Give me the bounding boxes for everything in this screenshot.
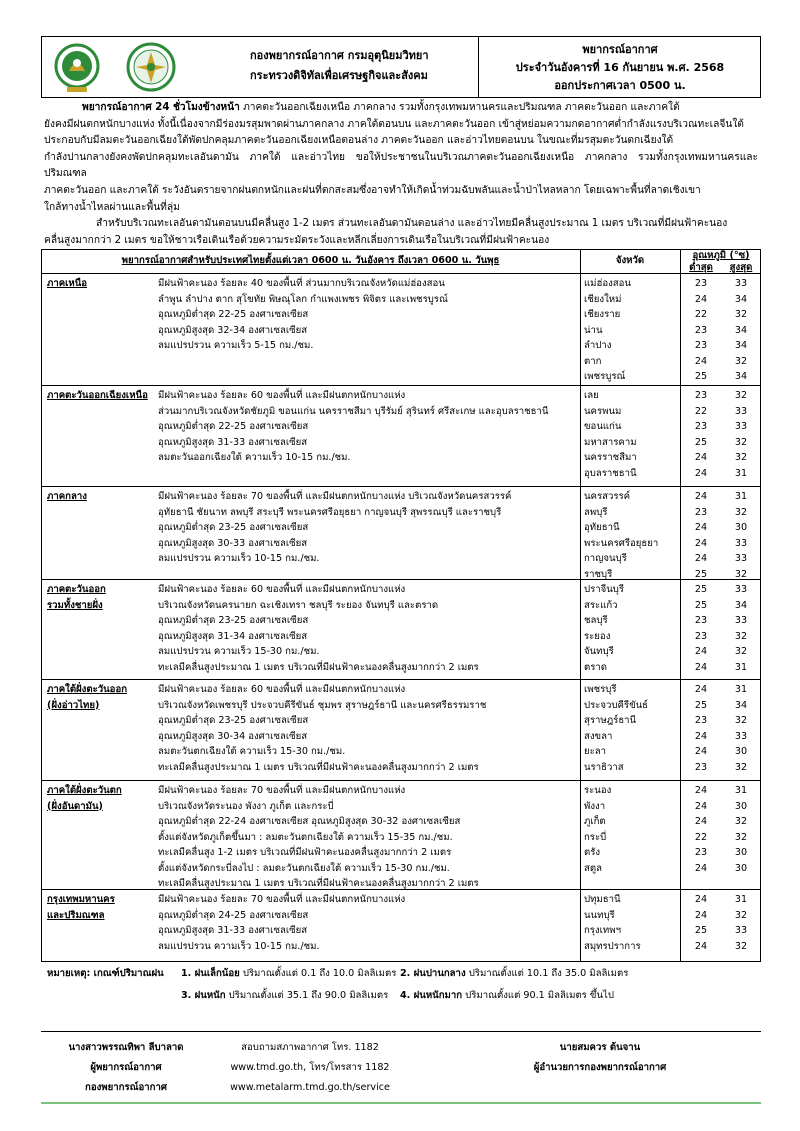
- region-name: กรุงเทพมหานคร: [47, 894, 115, 905]
- forecaster-title: ผู้พยากรณ์อากาศ: [90, 1062, 162, 1073]
- note-item-title: 3. ฝนหนัก: [181, 990, 226, 1001]
- province-min-temp: 23: [694, 278, 708, 289]
- region-name: ภาคตะวันออก: [47, 584, 106, 595]
- province-name: ยะลา: [584, 746, 607, 757]
- table-header-forecast: พยากรณ์อากาศสำหรับประเทศไทยตั้งแต่เวลา 0600 น. วันอังคาร ถึงเวลา 0600 น. วันพุธ: [121, 255, 500, 266]
- province-max-temp: 33: [734, 925, 748, 936]
- province-min-temp: 24: [694, 661, 708, 673]
- province-min-temp: 24: [694, 816, 708, 827]
- summary-line: ใกล้ทางน้ำไหลผ่านและพื้นที่ลุ่ม: [44, 201, 180, 213]
- province-name: สตูล: [584, 862, 602, 874]
- region-name: ภาคใต้ฝั่งตะวันออก: [47, 684, 128, 695]
- region-separator: [41, 579, 761, 580]
- province-min-temp: 24: [694, 909, 708, 921]
- region-forecast-line: อุณหภูมิสูงสุด 31-33 องศาเซลเซียส: [158, 925, 308, 936]
- province-min-temp: 24: [694, 491, 708, 502]
- province-name: ประจวบคีรีขันธ์: [584, 699, 649, 711]
- note-item: [181, 966, 396, 982]
- province-max-temp: 32: [734, 436, 748, 448]
- region-forecast-line: อุณหภูมิสูงสุด 30-33 องศาเซลเซียส: [158, 537, 308, 549]
- province-name: ระยอง: [584, 630, 611, 642]
- province-name: เพชรบุรี: [584, 684, 617, 695]
- province-max-temp: 30: [734, 746, 748, 757]
- province-max-temp: 33: [734, 278, 748, 289]
- province-min-temp: 24: [694, 800, 708, 812]
- region-forecast-line: ลมแปรปรวน ความเร็ว 10-15 กม./ชม.: [158, 553, 320, 564]
- region-forecast-line: บริเวณจังหวัดเพชรบุรี ประจวบคีรีขันธ์ ชุมพร สุราษฎร์ธานี และนครศรีธรรมราช: [158, 699, 487, 711]
- province-max-temp: 33: [734, 405, 748, 417]
- province-min-temp: 22: [694, 309, 708, 320]
- province-max-temp: 30: [734, 522, 748, 533]
- province-max-temp: 31: [734, 785, 748, 796]
- province-min-temp: 25: [694, 925, 708, 936]
- province-name: แม่ฮ่องสอน: [584, 278, 631, 289]
- province-min-temp: 25: [694, 436, 708, 448]
- province-max-temp: 33: [734, 615, 748, 626]
- region-forecast-line: มีฝนฟ้าคะนอง ร้อยละ 60 ของพื้นที่ และมีฝนตกหนักบางแห่ง: [158, 684, 406, 695]
- province-min-temp: 23: [694, 615, 708, 626]
- province-min-temp: 24: [694, 537, 708, 549]
- province-max-temp: 34: [734, 340, 748, 351]
- province-min-temp: 25: [694, 371, 708, 382]
- province-max-temp: 32: [734, 646, 748, 657]
- region-separator: [41, 385, 761, 386]
- province-max-temp: 32: [734, 390, 748, 401]
- province-name: นนทบุรี: [584, 909, 615, 921]
- table-header-rule: [41, 273, 761, 274]
- region-forecast-line: ทะเลมีคลื่นสูง 1-2 เมตร บริเวณที่มีฝนฟ้าคะนองคลื่นสูงมากกว่า 2 เมตร: [158, 847, 452, 858]
- region-forecast-line: มีฝนฟ้าคะนอง ร้อยละ 60 ของพื้นที่ และมีฝนตกหนักบางแห่ง: [158, 390, 406, 401]
- province-max-temp: 32: [734, 355, 748, 367]
- issue-time: ออกประกาศเวลา 0500 น.: [554, 79, 686, 92]
- table-header-max: สูงสุด: [729, 262, 753, 273]
- footer-rule: [41, 1031, 761, 1032]
- province-name: เชียงราย: [584, 309, 621, 320]
- province-max-temp: 32: [734, 630, 748, 642]
- region-name: ภาคเหนือ: [47, 278, 88, 289]
- note-item: [400, 966, 628, 982]
- province-name: นครพนม: [584, 405, 622, 417]
- region-forecast-line: บริเวณจังหวัดนครนายก ฉะเชิงเทรา ชลบุรี ระยอง จันทบุรี และตราด: [158, 599, 439, 611]
- region-forecast-line: อุณหภูมิต่ำสุด 23-25 องศาเซลเซียส: [158, 615, 309, 626]
- province-max-temp: 30: [734, 862, 748, 874]
- region-forecast-line: อุณหภูมิต่ำสุด 24-25 องศาเซลเซียส: [158, 909, 309, 921]
- province-name: อุบลราชธานี: [584, 467, 637, 479]
- province-name: ตรัง: [584, 847, 601, 858]
- province-min-temp: 23: [694, 506, 708, 518]
- province-name: สงขลา: [584, 730, 613, 742]
- province-name: ตาก: [584, 355, 602, 367]
- province-max-temp: 32: [734, 816, 748, 827]
- province-min-temp: 22: [694, 405, 708, 417]
- province-min-temp: 24: [694, 553, 708, 564]
- region-forecast-line: มีฝนฟ้าคะนอง ร้อยละ 40 ของพื้นที่ ส่วนมากบริเวณจังหวัดแม่ฮ่องสอน: [158, 278, 445, 289]
- note-item-text: ปริมาณตั้งแต่ 35.1 ถึง 90.0 มิลลิเมตร: [228, 990, 389, 1001]
- ministry-name: กระทรวงดิจิทัลเพื่อเศรษฐกิจและสังคม: [250, 69, 428, 82]
- region-name: (ฝั่งอันดามัน): [47, 800, 103, 812]
- contact-phone: สอบถามสภาพอากาศ โทร. 1182: [241, 1042, 379, 1053]
- province-max-temp: 30: [734, 800, 748, 812]
- contact-service-url[interactable]: www.metalarm.tmd.go.th/service: [230, 1082, 390, 1093]
- table-header-min: ต่ำสุด: [689, 262, 713, 273]
- province-name: น่าน: [584, 324, 603, 336]
- province-max-temp: 34: [734, 293, 748, 305]
- province-max-temp: 32: [734, 506, 748, 518]
- summary-line: ภาคตะวันออก และภาคใต้ ระวังอันตรายจากฝนตกหนักและฝนที่ตกสะสมซึ่งอาจทำให้เกิดน้ำท่วมฉับพลันและน้ำป่าไหลหลาก โดยเฉพาะพื้นที่ลาดเชิงเขา: [44, 184, 701, 196]
- page-title: พยากรณ์อากาศ: [582, 43, 658, 56]
- province-max-temp: 34: [734, 324, 748, 336]
- ministry-logo-icon: [126, 41, 176, 93]
- summary-line: กำลังปานกลางยังคงพัดปกคลุมทะเลอันดามัน ภาคใต้ และอ่าวไทย ขอให้ประชาชนในบริเวณภาคตะวันออกเฉียงเหนือ ภาคกลาง รวมทั้งกรุงเทพมหานครและปริมณฑล: [44, 151, 758, 180]
- region-forecast-line: อุณหภูมิต่ำสุด 23-25 องศาเซลเซียส: [158, 522, 309, 533]
- province-name: เลย: [584, 390, 599, 401]
- region-name: ภาคใต้ฝั่งตะวันตก: [47, 785, 122, 796]
- region-forecast-line: ส่วนมากบริเวณจังหวัดชัยภูมิ ขอนแก่น นครราชสีมา บุรีรัมย์ สุรินทร์ ศรีสะเกษ และอุบลราชธานี: [158, 405, 549, 417]
- province-name: เพชรบูรณ์: [584, 371, 626, 382]
- region-name: ภาคตะวันออกเฉียงเหนือ: [47, 390, 148, 401]
- province-max-temp: 32: [734, 309, 748, 320]
- region-forecast-line: มีฝนฟ้าคะนอง ร้อยละ 70 ของพื้นที่ และมีฝนตกหนักบางแห่ง: [158, 894, 406, 905]
- region-forecast-line: ลมแปรปรวน ความเร็ว 15-30 กม./ชม.: [158, 646, 320, 657]
- director-name: นายสมควร ต้นจาน: [559, 1042, 641, 1053]
- province-min-temp: 24: [694, 785, 708, 796]
- region-name: (ฝั่งอ่าวไทย): [47, 699, 100, 711]
- province-min-temp: 23: [694, 847, 708, 858]
- province-max-temp: 30: [734, 847, 748, 858]
- province-max-temp: 31: [734, 467, 748, 479]
- province-min-temp: 23: [694, 630, 708, 642]
- summary-line: สำหรับบริเวณทะเลอันดามันตอนบนมีคลื่นสูง 1-2 เมตร ส่วนทะเลอันดามันตอนล่าง และอ่าวไทยมีคลื่นสูงประมาณ 1 เมตร บริเวณที่มีฝนฟ้าคะนอง: [96, 218, 728, 230]
- province-min-temp: 23: [694, 390, 708, 401]
- region-name: และปริมณฑล: [47, 909, 105, 921]
- province-max-temp: 32: [734, 761, 748, 773]
- province-min-temp: 24: [694, 862, 708, 874]
- province-name: กรุงเทพฯ: [584, 925, 621, 936]
- province-max-temp: 32: [734, 940, 748, 952]
- region-separator: [41, 679, 761, 680]
- province-min-temp: 23: [694, 324, 708, 336]
- region-forecast-line: ลมตะวันตกเฉียงใต้ ความเร็ว 15-30 กม./ชม.: [158, 746, 346, 757]
- region-name: ภาคกลาง: [47, 491, 87, 502]
- note-item: [400, 988, 614, 1004]
- province-min-temp: 22: [694, 831, 708, 843]
- province-name: ภูเก็ต: [584, 816, 606, 827]
- province-min-temp: 25: [694, 599, 708, 611]
- note-item-title: 4. ฝนหนักมาก: [400, 990, 463, 1001]
- province-name: เชียงใหม่: [584, 293, 622, 305]
- region-forecast-line: บริเวณจังหวัดระนอง พังงา ภูเก็ต และกระบี่: [158, 800, 334, 812]
- province-name: นครสวรรค์: [584, 491, 631, 502]
- region-forecast-line: มีฝนฟ้าคะนอง ร้อยละ 70 ของพื้นที่ และมีฝนตกหนักบางแห่ง: [158, 785, 406, 796]
- department-name: กองพยากรณ์อากาศ กรมอุตุนิยมวิทยา: [250, 49, 429, 62]
- bottom-green-rule: [41, 1102, 761, 1104]
- province-max-temp: 33: [734, 421, 748, 432]
- province-min-temp: 24: [694, 746, 708, 757]
- province-name: ตราด: [584, 661, 608, 673]
- province-name: มหาสารคาม: [584, 436, 637, 448]
- region-forecast-line: มีฝนฟ้าคะนอง ร้อยละ 70 ของพื้นที่ และมีฝนตกหนักบางแห่ง บริเวณจังหวัดนครสวรรค์: [158, 491, 512, 502]
- table-header-province: จังหวัด: [615, 255, 645, 266]
- province-max-temp: 32: [734, 909, 748, 921]
- province-name: พระนครศรีอยุธยา: [584, 537, 659, 549]
- province-name: ปทุมธานี: [584, 894, 621, 905]
- note-item-text: ปริมาณตั้งแต่ 0.1 ถึง 10.0 มิลลิเมตร: [242, 968, 397, 979]
- contact-website[interactable]: www.tmd.go.th, โทร/โทรสาร 1182: [230, 1062, 390, 1073]
- province-min-temp: 25: [694, 568, 708, 580]
- region-forecast-line: อุณหภูมิต่ำสุด 23-25 องศาเซลเซียส: [158, 715, 309, 726]
- province-max-temp: 31: [734, 894, 748, 905]
- region-forecast-line: อุณหภูมิสูงสุด 30-34 องศาเซลเซียส: [158, 730, 308, 742]
- province-name: ลพบุรี: [584, 506, 608, 518]
- province-max-temp: 34: [734, 599, 748, 611]
- region-separator: [41, 486, 761, 487]
- province-min-temp: 24: [694, 355, 708, 367]
- province-max-temp: 34: [734, 699, 748, 711]
- col-rule: [580, 249, 581, 962]
- region-forecast-line: ลำพูน ลำปาง ตาก สุโขทัย พิษณุโลก กำแพงเพชร พิจิตร และเพชรบูรณ์: [158, 293, 448, 305]
- note-item: [181, 988, 388, 1004]
- province-name: ชลบุรี: [584, 615, 608, 626]
- province-min-temp: 24: [694, 293, 708, 305]
- province-name: สุราษฎร์ธานี: [584, 715, 637, 726]
- region-separator: [41, 780, 761, 781]
- province-name: จันทบุรี: [584, 646, 614, 657]
- summary-line: ยังคงมีฝนตกหนักบางแห่ง ทั้งนี้เนื่องจากมีร่องมรสุมพาดผ่านภาคกลาง ภาคใต้ตอนบน และภาคตะวันออก เข้าสู่หย่อมความกดอากาศต่ำกำลังแรงบริเวณทะเลจีนใต้: [44, 118, 744, 130]
- summary-line: ประกอบกับมีลมตะวันออกเฉียงใต้พัดปกคลุมภาคตะวันออกเฉียงเหนือตอนล่าง ภาคตะวันออก และอ่าวไทยตอนบน ในขณะที่มรสุมตะวันตกเฉียงใต้: [44, 135, 674, 147]
- province-name: นครราชสีมา: [584, 452, 637, 463]
- summary-line: คลื่นสูงมากกว่า 2 เมตร ขอให้ชาวเรือเดินเรือด้วยความระมัดระวังและหลีกเลี่ยงการเดินเรือในบริเวณที่มีฝนฟ้าคะนอง: [44, 234, 550, 246]
- province-min-temp: 23: [694, 715, 708, 726]
- region-forecast-line: ลมแปรปรวน ความเร็ว 5-15 กม./ชม.: [158, 340, 314, 351]
- province-max-temp: 34: [734, 371, 748, 382]
- province-max-temp: 33: [734, 537, 748, 549]
- province-max-temp: 31: [734, 491, 748, 502]
- summary-line: ภาคตะวันออกเฉียงเหนือ ภาคกลาง รวมทั้งกรุงเทพมหานครและปริมณฑล ภาคตะวันออก และภาคใต้: [243, 102, 680, 113]
- region-forecast-line: มีฝนฟ้าคะนอง ร้อยละ 60 ของพื้นที่ และมีฝนตกหนักบางแห่ง: [158, 584, 406, 595]
- province-min-temp: 23: [694, 340, 708, 351]
- region-forecast-line: อุณหภูมิสูงสุด 31-33 องศาเซลเซียส: [158, 436, 308, 448]
- report-date: ประจำวันอังคารที่ 16 กันยายน พ.ศ. 2568: [515, 61, 725, 74]
- note-label: หมายเหตุ: เกณฑ์ปริมาณฝน: [47, 968, 164, 979]
- province-min-temp: 24: [694, 646, 708, 657]
- region-forecast-line: ทะเลมีคลื่นสูงประมาณ 1 เมตร บริเวณที่มีฝนฟ้าคะนองคลื่นสูงมากกว่า 2 เมตร: [158, 761, 479, 773]
- province-max-temp: 33: [734, 584, 748, 595]
- region-forecast-line: ลมแปรปรวน ความเร็ว 10-15 กม./ชม.: [158, 940, 320, 952]
- province-min-temp: 23: [694, 421, 708, 432]
- note-item-title: 1. ฝนเล็กน้อย: [181, 968, 240, 979]
- province-min-temp: 24: [694, 452, 708, 463]
- province-min-temp: 23: [694, 761, 708, 773]
- col-rule: [680, 249, 681, 962]
- province-min-temp: 25: [694, 699, 708, 711]
- province-max-temp: 32: [734, 452, 748, 463]
- region-forecast-line: อุณหภูมิสูงสุด 31-34 องศาเซลเซียส: [158, 630, 308, 642]
- summary-lead: พยากรณ์อากาศ 24 ชั่วโมงข้างหน้า: [82, 102, 240, 113]
- province-max-temp: 33: [734, 553, 748, 564]
- director-title: ผู้อำนวยการกองพยากรณ์อากาศ: [533, 1062, 667, 1073]
- province-name: กระบี่: [584, 831, 607, 843]
- province-name: ปราจีนบุรี: [584, 584, 625, 595]
- forecaster-dept: กองพยากรณ์อากาศ: [85, 1082, 167, 1093]
- note-item-title: 2. ฝนปานกลาง: [400, 968, 466, 979]
- province-name: นราธิวาส: [584, 761, 624, 773]
- province-name: พังงา: [584, 800, 606, 812]
- table-header-temp: อุณหภูมิ (°ซ): [692, 250, 750, 261]
- province-name: สมุทรปราการ: [584, 940, 641, 952]
- region-separator: [41, 889, 761, 890]
- region-forecast-line: อุณหภูมิต่ำสุด 22-24 องศาเซลเซียส อุณหภูมิสูงสุด 30-32 องศาเซลเซียส: [158, 816, 461, 827]
- province-min-temp: 24: [694, 894, 708, 905]
- province-max-temp: 32: [734, 715, 748, 726]
- region-forecast-line: ลมตะวันออกเฉียงใต้ ความเร็ว 10-15 กม./ชม.: [158, 452, 351, 463]
- province-max-temp: 32: [734, 568, 748, 580]
- region-forecast-line: ทะเลมีคลื่นสูงประมาณ 1 เมตร บริเวณที่มีฝนฟ้าคะนองคลื่นสูงมากกว่า 2 เมตร: [158, 878, 479, 889]
- province-max-temp: 31: [734, 661, 748, 673]
- region-forecast-line: ทะเลมีคลื่นสูงประมาณ 1 เมตร บริเวณที่มีฝนฟ้าคะนองคลื่นสูงมากกว่า 2 เมตร: [158, 661, 479, 673]
- province-name: ขอนแก่น: [584, 421, 622, 432]
- province-name: ลำปาง: [584, 340, 612, 351]
- region-forecast-line: อุณหภูมิสูงสุด 32-34 องศาเซลเซียส: [158, 324, 308, 336]
- province-name: ราชบุรี: [584, 568, 613, 580]
- province-max-temp: 33: [734, 730, 748, 742]
- province-name: กาญจนบุรี: [584, 553, 627, 564]
- province-name: อุทัยธานี: [584, 522, 620, 533]
- note-item-text: ปริมาณตั้งแต่ 10.1 ถึง 35.0 มิลลิเมตร: [468, 968, 629, 979]
- province-min-temp: 24: [694, 467, 708, 479]
- forecaster-name: นางสาวพรรณทิพา ลีบาลาด: [68, 1042, 184, 1053]
- province-name: สระแก้ว: [584, 599, 618, 611]
- region-forecast-line: ตั้งแต่จังหวัดกระบี่ลงไป : ลมตะวันตกเฉียงใต้ ความเร็ว 15-30 กม./ชม.: [158, 862, 450, 874]
- region-forecast-line: อุณหภูมิต่ำสุด 22-25 องศาเซลเซียส: [158, 421, 309, 432]
- region-forecast-line: อุณหภูมิต่ำสุด 22-25 องศาเซลเซียส: [158, 309, 309, 320]
- province-max-temp: 32: [734, 831, 748, 843]
- province-min-temp: 24: [694, 684, 708, 695]
- province-max-temp: 31: [734, 684, 748, 695]
- region-forecast-line: ตั้งแต่จังหวัดภูเก็ตขึ้นมา : ลมตะวันตกเฉียงใต้ ความเร็ว 15-35 กม./ชม.: [158, 831, 453, 843]
- region-name: รวมทั้งชายฝั่ง: [47, 599, 103, 611]
- province-min-temp: 24: [694, 940, 708, 952]
- province-min-temp: 24: [694, 730, 708, 742]
- region-forecast-line: อุทัยธานี ชัยนาท ลพบุรี สระบุรี พระนครศรีอยุธยา กาญจนบุรี สุพรรณบุรี และราชบุรี: [158, 506, 502, 518]
- province-min-temp: 24: [694, 522, 708, 533]
- province-name: ระนอง: [584, 785, 612, 796]
- tmd-logo-icon: [54, 41, 100, 93]
- note-item-text: ปริมาณตั้งแต่ 90.1 มิลลิเมตร ขึ้นไป: [465, 990, 614, 1001]
- forecast-summary: [44, 100, 758, 249]
- province-min-temp: 25: [694, 584, 708, 595]
